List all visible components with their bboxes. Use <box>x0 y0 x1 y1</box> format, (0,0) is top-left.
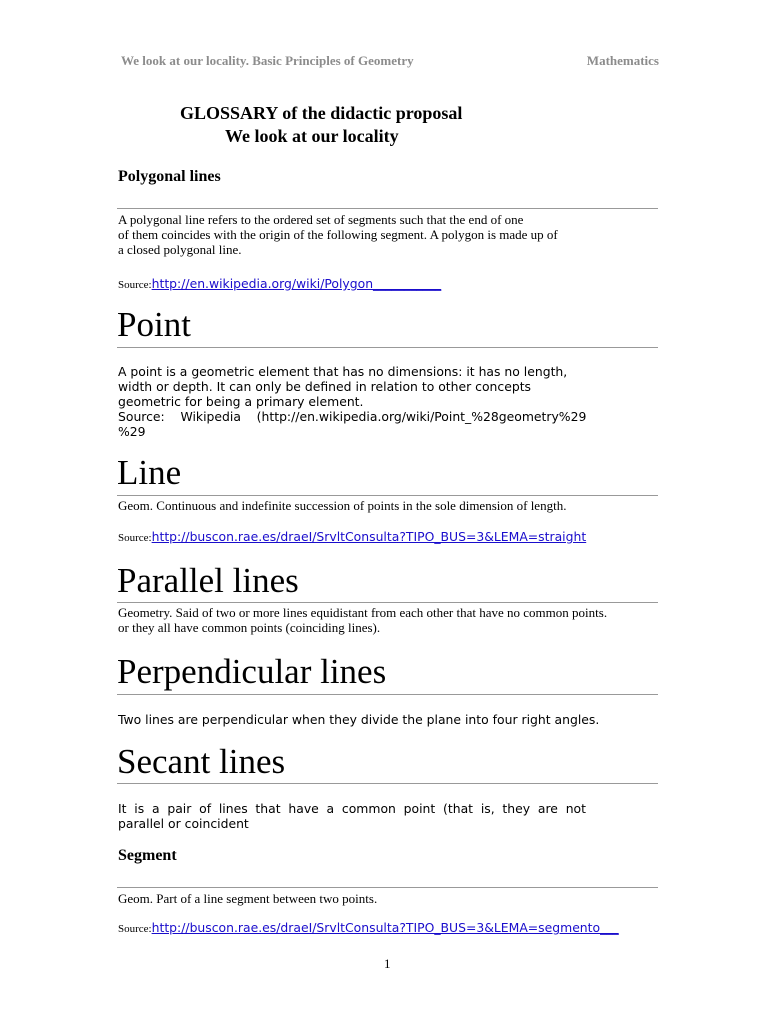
glossary-subtitle: We look at our locality <box>225 126 399 146</box>
source-label: Source: <box>118 532 152 544</box>
source-label: Source: <box>118 279 152 291</box>
secant-lines-heading: Secant lines <box>117 742 286 781</box>
point-rule <box>117 347 658 348</box>
polygonal-rule <box>117 208 658 209</box>
point-definition: A point is a geometric element that has no dimensions: it has no length, width or depth. It can only be defined in relation to other concepts geometric for being a primary element. Source: Wikipedia (http://en.wikipedia.org/wiki/Point_%28geometry%29 %29 <box>118 364 602 439</box>
secant-definition: It is a pair of lines that have a common point (that is, they are not parallel or coincident <box>118 801 586 831</box>
segment-definition: Geom. Part of a line segment between two points. <box>118 891 378 906</box>
polygonal-source <box>118 276 441 291</box>
polygonal-lines-heading: Polygonal lines <box>118 168 221 185</box>
page-number: 1 <box>384 956 391 971</box>
source-label: Source: <box>118 923 152 935</box>
point-heading: Point <box>117 305 191 344</box>
perpendicular-lines-heading: Perpendicular lines <box>117 652 387 691</box>
parallel-rule <box>117 602 658 603</box>
perpendicular-definition: Two lines are perpendicular when they divide the plane into four right angles. <box>118 712 600 727</box>
running-header-left: We look at our locality. Basic Principles of Geometry <box>121 53 414 68</box>
secant-rule <box>117 783 658 784</box>
point-source-line: Source: Wikipedia (http://en.wikipedia.org/wiki/Point_%28geometry%29 <box>118 409 587 424</box>
polygonal-definition: A polygonal line refers to the ordered set of segments such that the end of one of them coincides with the origin of the following segment. A polygon is made up of a closed polygonal line. <box>118 212 558 257</box>
rae-straight-link[interactable]: http://buscon.rae.es/draeI/SrvltConsulta?TIPO_BUS=3&LEMA=straight <box>151 529 587 544</box>
line-definition: Geom. Continuous and indefinite succession of points in the sole dimension of length. <box>118 498 567 513</box>
polygon-wikipedia-link[interactable]: http://en.wikipedia.org/wiki/Polygon___________ <box>151 276 442 291</box>
rae-segmento-link[interactable]: http://buscon.rae.es/draeI/SrvltConsulta?TIPO_BUS=3&LEMA=segmento___ <box>151 920 619 935</box>
running-header-right: Mathematics <box>586 53 659 68</box>
line-source <box>118 529 586 544</box>
segment-source <box>118 920 619 935</box>
line-heading: Line <box>117 453 182 492</box>
perpendicular-rule <box>117 694 658 695</box>
line-rule <box>117 495 658 496</box>
segment-rule <box>117 887 658 888</box>
segment-heading: Segment <box>118 847 177 864</box>
parallel-definition: Geometry. Said of two or more lines equidistant from each other that have no common points. or they all have common points (coinciding lines). <box>118 605 608 635</box>
parallel-lines-heading: Parallel lines <box>117 561 299 600</box>
glossary-title: GLOSSARY of the didactic proposal <box>180 103 463 123</box>
